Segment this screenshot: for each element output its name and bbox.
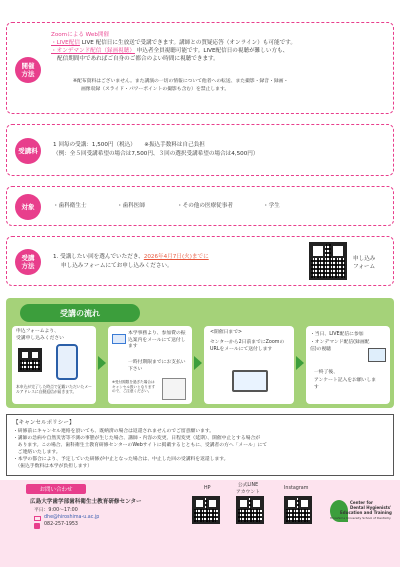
step2-text: 本学事務より、参加費の振込案内をメールにて送付します — [128, 331, 186, 349]
logo-text-3: Education and Training — [340, 510, 392, 515]
step1-qr[interactable] — [18, 348, 42, 372]
section-target — [6, 186, 394, 226]
step3-head: <開催日まで> — [210, 330, 243, 335]
apply-qr-label: 申し込み フォーム — [353, 256, 376, 270]
method-bullet1: ・LIVE配信 LIVE 配信日に生放送で受講できます。講師との質疑応答（オンライン）も可能です。 — [51, 40, 296, 46]
email-icon — [34, 516, 41, 521]
cancel-line3: あります。この場合、歯科衛生士教育研修センターのWebサイトに掲載するとともに、受講者の方へ「メール」にて — [13, 443, 268, 448]
cancel-policy — [6, 414, 394, 476]
footer-hours: 平日：9:00〜17:00 — [34, 508, 78, 513]
method-note1: ※配布資料はございません。また講演の一切の情報について他者への転送、また撮影・録音・録画・ — [73, 79, 289, 84]
target-item-2: ・歯科医師 — [117, 203, 145, 209]
target-item-3: ・その他の医療従事者 — [177, 203, 233, 209]
flow-arrow-1 — [98, 356, 106, 370]
line-qr[interactable] — [236, 496, 264, 524]
flow-title: 受講の流れ — [20, 304, 140, 322]
step2-small: ※受付期限を過ぎた場合はキャンセル扱いとなりますので、ご注意ください。 — [112, 380, 156, 394]
method-heading: Zoomによる Web開催 — [51, 32, 110, 38]
flow-step-3 — [204, 326, 294, 404]
footer-phone: 082-257-1953 — [44, 522, 78, 527]
logo-text-1: Center for — [350, 500, 373, 505]
tag-method: 開催 方法 — [15, 57, 41, 83]
section-apply — [6, 236, 394, 286]
flow-step-4 — [306, 326, 390, 404]
step4-c: 一終了後、 — [314, 370, 338, 375]
tag-fee: 受講料 — [15, 138, 41, 164]
fee-line2: （例：全５回受講希望の場合は7,500円、３回の選択受講希望の場合は4,500円） — [53, 151, 259, 157]
apply-line2: 申し込みフォームにてお申し込みください。 — [61, 263, 173, 269]
inquiry-tag: お問い合わせ — [26, 484, 86, 494]
cancel-line6: （振込手数料は本学が負担します） — [13, 464, 93, 469]
section-method — [6, 22, 394, 114]
flow-arrow-3 — [296, 356, 304, 370]
flow-step-2 — [108, 326, 192, 404]
method-bullet2: ・オンデマンド配信（録画視聴） 申込者全員視聴可能です。LIVE配信日の視聴が難しい方も、 — [51, 48, 289, 54]
footer-org: 広島大学歯学部歯科衛生士教育研修センター — [30, 499, 142, 505]
cancel-line2: ・講師の急病や自然災害等不測の事態が生じた場合、講師・内容の変更、日程変更（延期）、開催中止とする場合が — [13, 436, 261, 441]
step1-text: 申込フォームより、 受講申し込みください — [16, 329, 64, 341]
cancel-line4: ご連絡いたします。 — [13, 450, 61, 455]
tag-target: 対象 — [15, 194, 41, 220]
step4-b: ・オンデマンド配信(録画配信)の視聴 — [310, 340, 370, 352]
logo-text-2: Dental Hygienists' — [350, 505, 392, 510]
hp-qr[interactable] — [192, 496, 220, 524]
apply-line1: 1. 受講したい回を選んでいただき、2026年4月7日(火)までに — [53, 254, 209, 260]
instagram-label: Instagram — [284, 486, 309, 491]
tag-apply: 受講 方法 — [15, 249, 41, 275]
mail-icon — [112, 334, 126, 344]
step2-note: 一時付期限までにお支払い下さい — [128, 360, 186, 372]
line-label: 公式LINE アカウント — [236, 483, 260, 495]
section-fee — [6, 124, 394, 176]
step4-a: ・当日、LIVE配信に参加 — [310, 332, 364, 337]
step4-d: アンケート記入をお願いします — [314, 378, 377, 390]
target-item-1: ・歯科衛生士 — [53, 203, 87, 209]
flow-arrow-2 — [194, 356, 202, 370]
logo-text-4: Hiroshima University School of Dentistry — [330, 516, 391, 520]
method-bullet2-line2: 配信期間中であればご自身のご都合のよい時間に視聴できます。 — [57, 56, 219, 62]
flow-step-1 — [12, 326, 96, 404]
laptop-mail-icon — [232, 370, 268, 392]
phone-icon — [56, 344, 78, 380]
step1-note: 本申込が完了した時点で記載いただいたメールアドレスに自動返信が届きます。 — [16, 384, 92, 394]
cancel-title: 【キャンセルポリシー】 — [13, 420, 75, 426]
step3-text: センターから2日前までにZoomのURLをメールにて送付します — [210, 340, 285, 352]
fee-line1: 1 回毎の受講：1,500円（税込） ※振込手数料は自己負担 — [53, 142, 205, 148]
method-note2: 画像収録（スライド・パワーポイントの撮影も含む）を禁止します。 — [81, 87, 230, 92]
cancel-line5: ・本学の都合により、予定していた研修が中止となった場合は、中止した回の受講料を返還します。 — [13, 457, 229, 462]
instagram-qr[interactable] — [284, 496, 312, 524]
laptop-icon — [368, 348, 386, 362]
target-item-4: ・学生 — [263, 203, 280, 209]
phone-small-icon — [34, 523, 40, 529]
cancel-line1: ・研修前にキャンセル連絡を頂いても、既納済の場合は返還されませんのでご留意願います。 — [13, 429, 215, 434]
apply-form-qr[interactable] — [309, 242, 347, 280]
hp-label: HP — [204, 486, 211, 491]
bank-form-icon — [162, 378, 186, 400]
footer-email[interactable]: dhe@hiroshima-u.ac.jp — [44, 515, 100, 520]
